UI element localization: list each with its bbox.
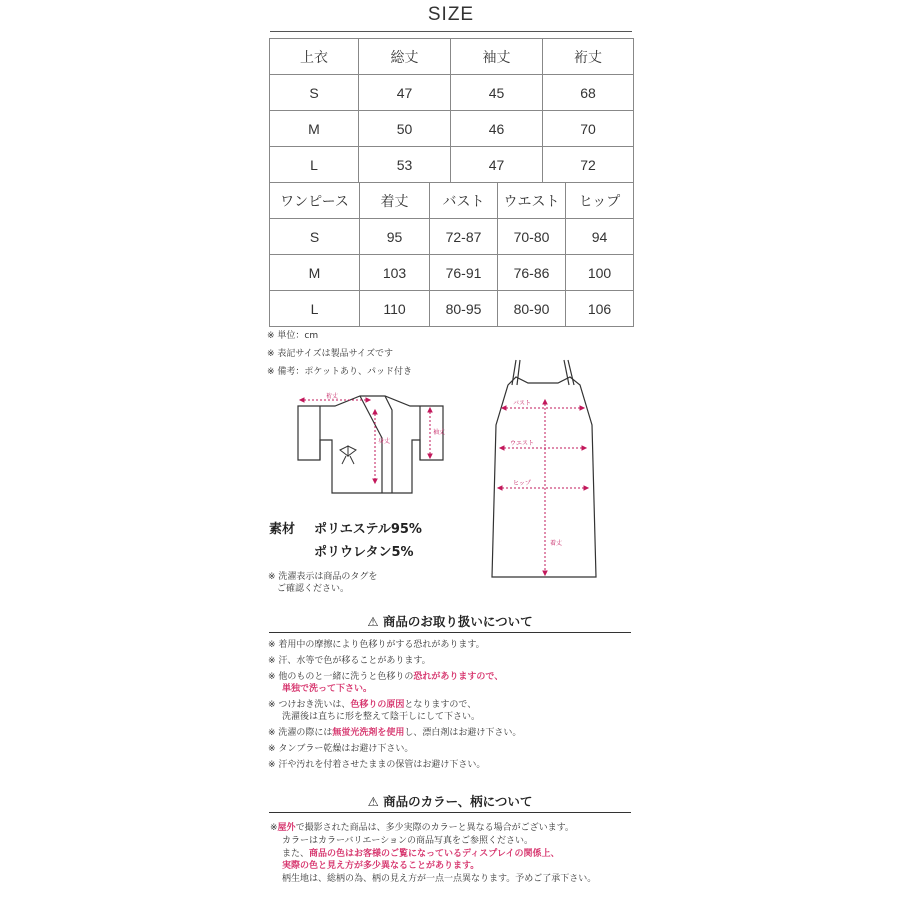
table-cell: 47	[451, 147, 543, 183]
color-heading	[269, 792, 631, 810]
hip-label: ヒップ	[513, 480, 531, 487]
color-line-1	[270, 822, 574, 834]
color-heading-text: 商品のカラー、柄について	[383, 794, 533, 809]
title-divider	[270, 31, 632, 32]
table-cell: 110	[360, 291, 430, 327]
table-header-cell: ヒップ	[566, 183, 634, 219]
handling-heading-text: 商品のお取り扱いについて	[382, 614, 533, 629]
handling-heading	[269, 612, 631, 630]
handling-line-3	[268, 671, 503, 683]
table-cell: 80-95	[430, 291, 498, 327]
color-line-5: 柄生地は、総柄の為、柄の見え方が一点一点異なります。予めご了承下さい。	[282, 874, 597, 884]
top-size-table	[269, 38, 634, 183]
color-divider	[269, 812, 631, 813]
table-header-cell: ウエスト	[498, 183, 566, 219]
table-cell: 70	[543, 111, 634, 147]
color-line-2: カラーはカラーバリエーションの商品写真をご参照ください。	[282, 836, 534, 846]
color-line-1-emphasis: 屋外	[277, 823, 296, 833]
handling-line-3-cont: 単独で洗って下さい。	[282, 684, 373, 694]
handling-line-5-text-end: し、漂白剤はお避け下さい。	[404, 728, 522, 738]
table-cell: 68	[543, 75, 634, 111]
material-line1: ポリエステル95%	[314, 522, 422, 537]
jacket-diagram	[290, 388, 450, 498]
note-product-size: ※ 表記サイズは製品サイズです	[267, 349, 393, 359]
table-cell: 70-80	[498, 219, 566, 255]
color-line-3-emphasis: 商品の色はお客様のご覧になっているディスプレイの関係上、	[309, 849, 560, 859]
handling-line-5	[268, 727, 521, 739]
table-row	[270, 255, 634, 291]
handling-line-4	[268, 699, 476, 711]
table-cell: 76-91	[430, 255, 498, 291]
table-row	[270, 291, 634, 327]
table-cell: 94	[566, 219, 634, 255]
handling-line-7: ※ 汗や汚れを付着させたままの保管はお避け下さい。	[268, 760, 486, 770]
table-cell: 80-90	[498, 291, 566, 327]
dress-diagram	[488, 355, 603, 580]
ribbon-icon	[340, 446, 356, 464]
dress-size-table	[269, 182, 634, 327]
color-line-3	[282, 848, 560, 860]
length-label: 着丈	[550, 540, 563, 547]
table-header-cell: 着丈	[360, 183, 430, 219]
handling-line-4-cont: 洗濯後は直ちに形を整えて陰干しにして下さい。	[282, 712, 481, 722]
sode-label: 袖丈	[433, 429, 446, 436]
table-header-cell: バスト	[430, 183, 498, 219]
table-header-row	[270, 183, 634, 219]
table-cell: S	[270, 219, 360, 255]
table-cell: 47	[359, 75, 451, 111]
table-cell: 95	[360, 219, 430, 255]
table-cell: 106	[566, 291, 634, 327]
handling-line-5-text: ※ 洗濯の際には	[268, 728, 333, 738]
table-cell: 103	[360, 255, 430, 291]
table-row	[270, 219, 634, 255]
table-cell: L	[270, 147, 359, 183]
table-cell: S	[270, 75, 359, 111]
color-line-4: 実際の色と見え方が多少異なることがあります。	[282, 861, 480, 871]
table-row	[270, 75, 634, 111]
table-cell: 72-87	[430, 219, 498, 255]
waist-label: ウエスト	[510, 440, 535, 447]
handling-line-4-emphasis: 色移りの原因	[350, 700, 405, 710]
mi-label: 身丈	[378, 438, 391, 445]
handling-line-4-text: ※ つけおき洗いは、	[268, 700, 351, 710]
table-header-cell: 上衣	[270, 39, 359, 75]
table-cell: 53	[359, 147, 451, 183]
handling-line-5-emphasis: 無蛍光洗剤を使用	[332, 728, 405, 738]
wash-note-line1: ※ 洗濯表示は商品のタグを	[268, 572, 378, 582]
handling-divider	[269, 632, 631, 633]
warning-icon: ⚠	[367, 614, 379, 629]
table-header-cell: 裄丈	[543, 39, 634, 75]
warning-icon: ⚠	[367, 794, 379, 809]
handling-line-1: ※ 着用中の摩擦により色移りがする恐れがあります。	[268, 640, 485, 650]
color-line-1-mark: ※	[270, 823, 278, 833]
table-cell: 72	[543, 147, 634, 183]
material-label: 素材	[269, 522, 296, 537]
table-cell: M	[270, 111, 359, 147]
table-cell: 50	[359, 111, 451, 147]
table-header-cell: ワンピース	[270, 183, 360, 219]
table-header-row	[270, 39, 634, 75]
table-row	[270, 147, 634, 183]
table-row	[270, 111, 634, 147]
handling-line-6: ※ タンブラー乾燥はお避け下さい。	[268, 744, 414, 754]
page-title: SIZE	[427, 4, 475, 25]
yuki-label: 裄丈	[326, 393, 339, 400]
note-remarks: ※ 備考：ポケットあり、パッド付き	[267, 367, 412, 377]
table-cell: 76-86	[498, 255, 566, 291]
table-header-cell: 総丈	[359, 39, 451, 75]
handling-line-2: ※ 汗、水等で色が移ることがあります。	[268, 656, 431, 666]
handling-line-4-text-end: となりますので、	[404, 700, 477, 710]
bust-label: バスト	[513, 400, 532, 407]
table-cell: 45	[451, 75, 543, 111]
note-unit: ※ 単位：cm	[267, 331, 319, 341]
color-line-1-text: で撮影された商品は、多少実際のカラーと異なる場合がございます。	[295, 823, 574, 833]
wash-note-line2: ご確認ください。	[277, 584, 350, 594]
table-cell: M	[270, 255, 360, 291]
table-cell: 100	[566, 255, 634, 291]
table-header-cell: 袖丈	[451, 39, 543, 75]
color-line-3-text: また、	[282, 849, 310, 859]
handling-line-3-text: ※ 他のものと一緒に洗うと色移りの	[268, 672, 414, 682]
material-line2: ポリウレタン5%	[314, 545, 414, 560]
table-cell: 46	[451, 111, 543, 147]
table-cell: L	[270, 291, 360, 327]
handling-line-3-emphasis: 恐れがありますので、	[413, 672, 504, 682]
